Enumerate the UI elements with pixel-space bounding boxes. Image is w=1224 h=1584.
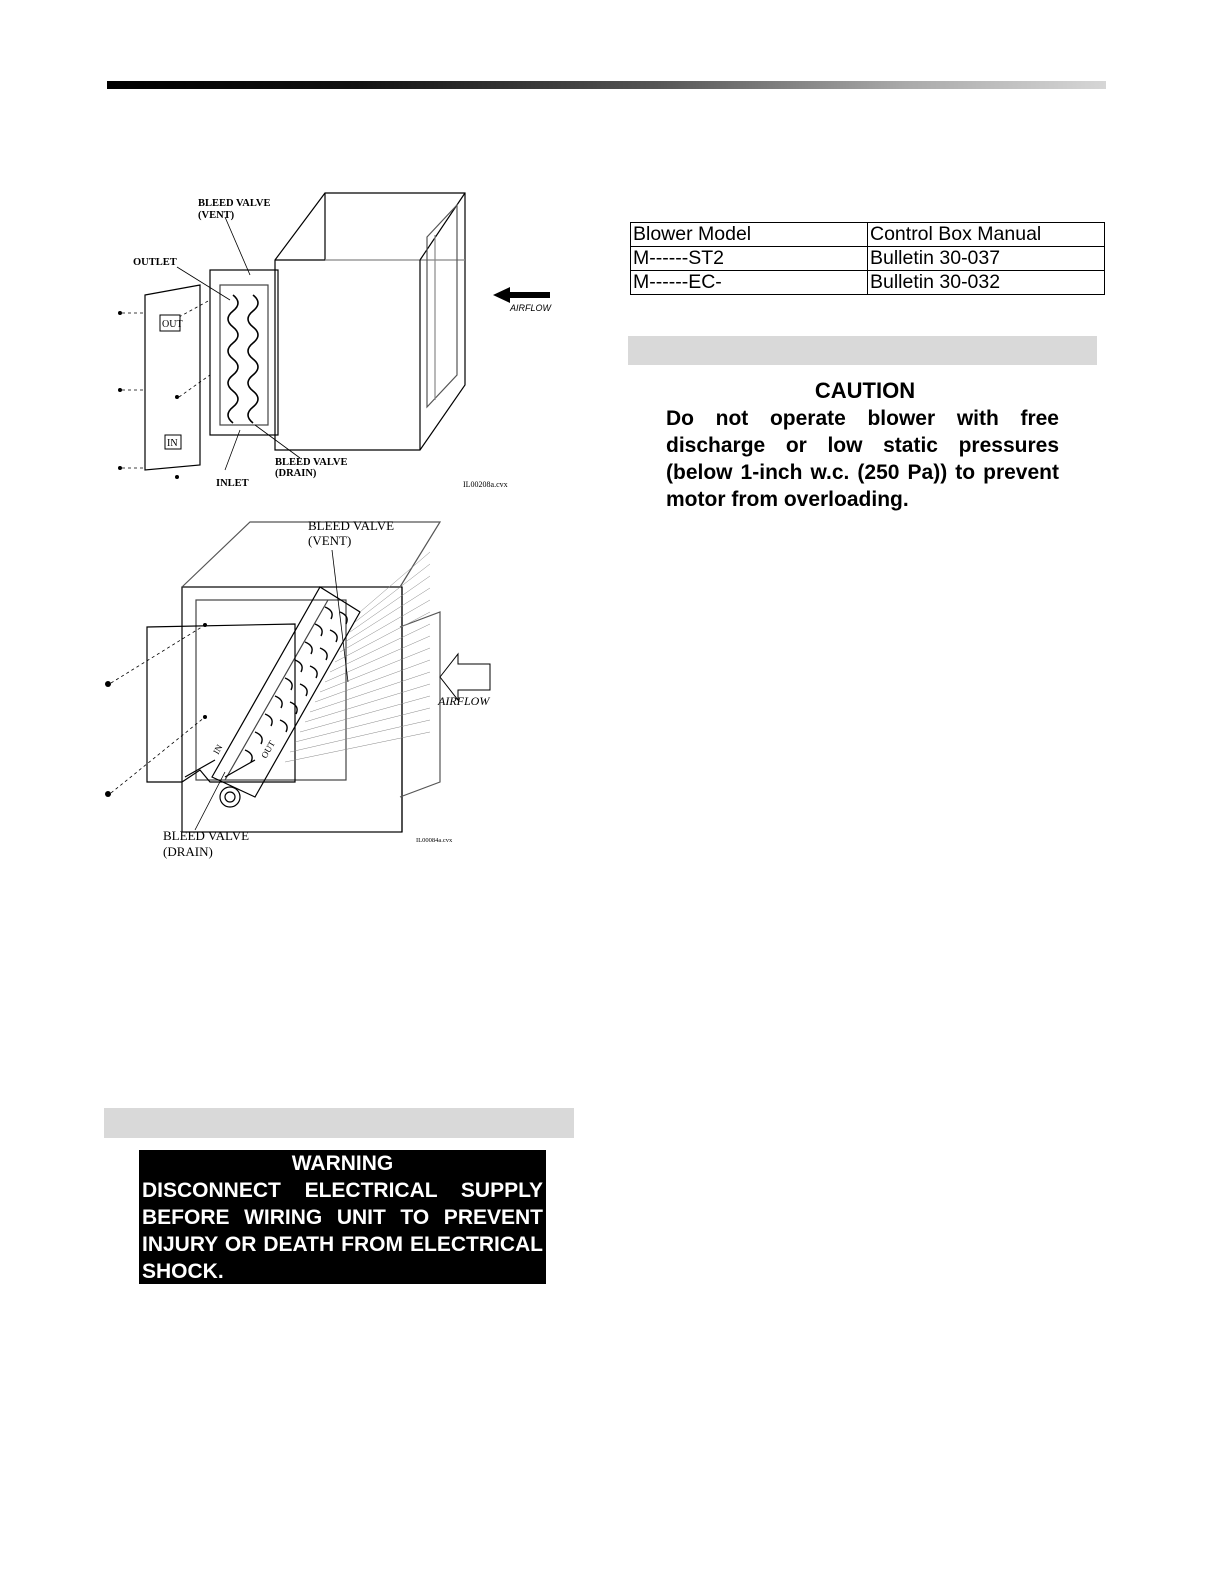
fig1-inlet-label: INLET [216,478,249,489]
fig2-airflow-label: AIRFLOW [438,694,490,708]
table-cell: M------EC- [631,271,868,295]
warning-title: WARNING [291,1152,394,1175]
fig2-file-id: IL00084a.cvx [416,837,453,844]
table-header-cell: Blower Model [631,223,868,247]
header-rule [107,81,1106,89]
table-header-cell: Control Box Manual [868,223,1105,247]
fig2-bleed-drain-sub: (DRAIN) [163,844,213,859]
table-row [631,271,1105,295]
fig1-airflow-label: AIRFLOW [510,303,552,313]
fig1-bleed-vent-label: BLEED VALVE [198,198,271,209]
fig1-in-tag: IN [167,438,178,449]
fig1-out-tag: OUT [162,319,183,330]
fig2-bleed-drain-label: BLEED VALVE [163,828,250,843]
fig1-bleed-vent-sub: (VENT) [198,210,235,221]
table-cell: M------ST2 [631,247,868,271]
fig2-bleed-vent-label: BLEED VALVE [308,518,395,533]
section-heading-band-right [628,336,1097,365]
table-cell: Bulletin 30-037 [868,247,1105,271]
fig1-file-id: IL00208a.cvx [463,480,508,489]
table-cell: Bulletin 30-032 [868,271,1105,295]
fig2-out-tag: OUT [259,738,277,760]
section-heading-band-left [104,1108,574,1138]
warning-text: DISCONNECT ELECTRICAL SUPPLY BEFORE WIRING UNIT TO PREVENT INJURY OR DEATH FROM ELECTRICAL SHOCK. [142,1179,543,1283]
blower-model-table [630,222,1105,295]
table-header-row [631,223,1105,247]
fig1-bleed-drain-label: BLEED VALVE [275,457,348,468]
coil-cabinet-diagram-slanted [100,512,510,867]
table-row [631,247,1105,271]
warning-box [139,1150,546,1284]
fig2-bleed-vent-sub: (VENT) [308,533,352,548]
caution-title: CAUTION [814,378,916,403]
fig1-outlet-label: OUTLET [133,257,177,268]
fig1-bleed-drain-sub: (DRAIN) [275,468,317,479]
caution-text: Do not operate blower with free discharge or low static pressures (below 1-inch w.c. (250 Pa)) to prevent motor from overloading. [666,407,1059,511]
coil-cabinet-diagram-horizontal [105,175,565,495]
fig2-in-tag: IN [211,742,225,756]
